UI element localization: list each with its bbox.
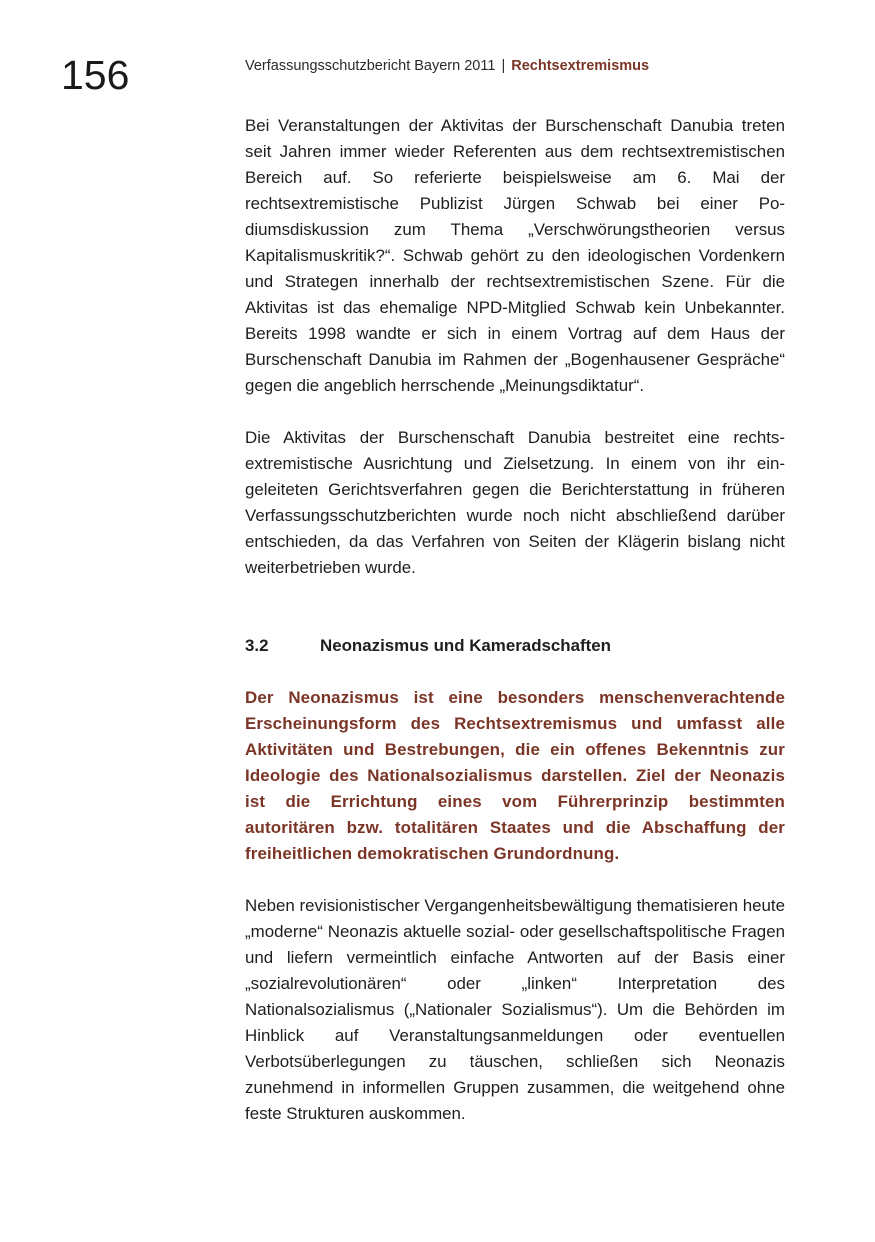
running-head-section: Rechtsextremismus <box>511 58 650 74</box>
paragraph-modern-neonazis: Neben revisionistischer Vergangenheitsbewältigung thematisieren heute „moderne“ Neonazis aktuelle sozial- oder gesellschaftspolitische Fragen und liefern vermeintlich einfache Antworten auf der Basis einer „sozialrevolutionären“ oder „linken“ Interpretation des Nationalsozialismus („Nationaler Sozialismus“). Um die Behörden im Hinblick auf Veranstaltungsanmeldungen oder eventuellen Verbotsüberlegungen zu täuschen, schließen sich Neonazis zunehmend in informellen Gruppen zusammen, die weitgehend ohne feste Strukturen auskommen. <box>245 896 785 1123</box>
running-head <box>245 56 649 76</box>
section-lead-paragraph: Der Neonazismus ist eine besonders menschenverachtende Erscheinungsform des Rechtsextremismus und umfasst alle Aktivitäten und Bestrebungen, die ein offenes Bekenntnis zur Ideologie des Nationalsozialismus darstellen. Ziel der Neonazis ist die Errichtung eines vom Führerprinzip bestimmten autoritären bzw. totalitären Staates und die Abschaffung der freiheitlichen demokratischen Grundordnung. <box>245 688 785 863</box>
page-body <box>245 113 785 1153</box>
running-head-separator: | <box>501 58 506 74</box>
paragraph-danubia-speakers: Bei Veranstaltungen der Aktivitas der Burschenschaft Danubia treten seit Jahren immer wieder Referenten aus dem rechtsextremistischen Bereich auf. So referierte beispielsweise am 6. Mai der rechtsextremistische Publizist Jürgen Schwab bei einer Podiumsdiskussion zum Thema „Verschwörungstheorien versus Kapitalismuskritik?“. Schwab gehört zu den ideologischen Vordenkern und Strategen innerhalb der rechtsextremistischen Szene. Für die Aktivitas ist das ehemalige NPD-Mitglied Schwab kein Unbekannter. Bereits 1998 wandte er sich in einem Vortrag auf dem Haus der Burschenschaft Danubia im Rahmen der „Bogenhausener Gespräche“ gegen die angeblich herrschende „Meinungsdiktatur“. <box>245 116 785 395</box>
section-number: 3.2 <box>245 636 269 655</box>
running-head-report: Verfassungsschutzbericht Bayern 2011 <box>245 58 496 74</box>
page-number: 156 <box>61 52 130 98</box>
paragraph-danubia-lawsuit: Die Aktivitas der Burschenschaft Danubia bestreitet eine rechtsextremistische Ausrichtung und Zielsetzung. In einem von ihr eingeleiteten Gerichtsverfahren gegen die Berichterstattung in früheren Verfassungsschutzberichten wurde noch nicht abschließend darüber entschieden, da das Verfahren von Seiten der Klägerin bislang nicht weiterbetrieben wurde. <box>245 428 785 577</box>
section-title: Neonazismus und Kameradschaften <box>320 636 611 655</box>
section-heading <box>245 633 785 659</box>
